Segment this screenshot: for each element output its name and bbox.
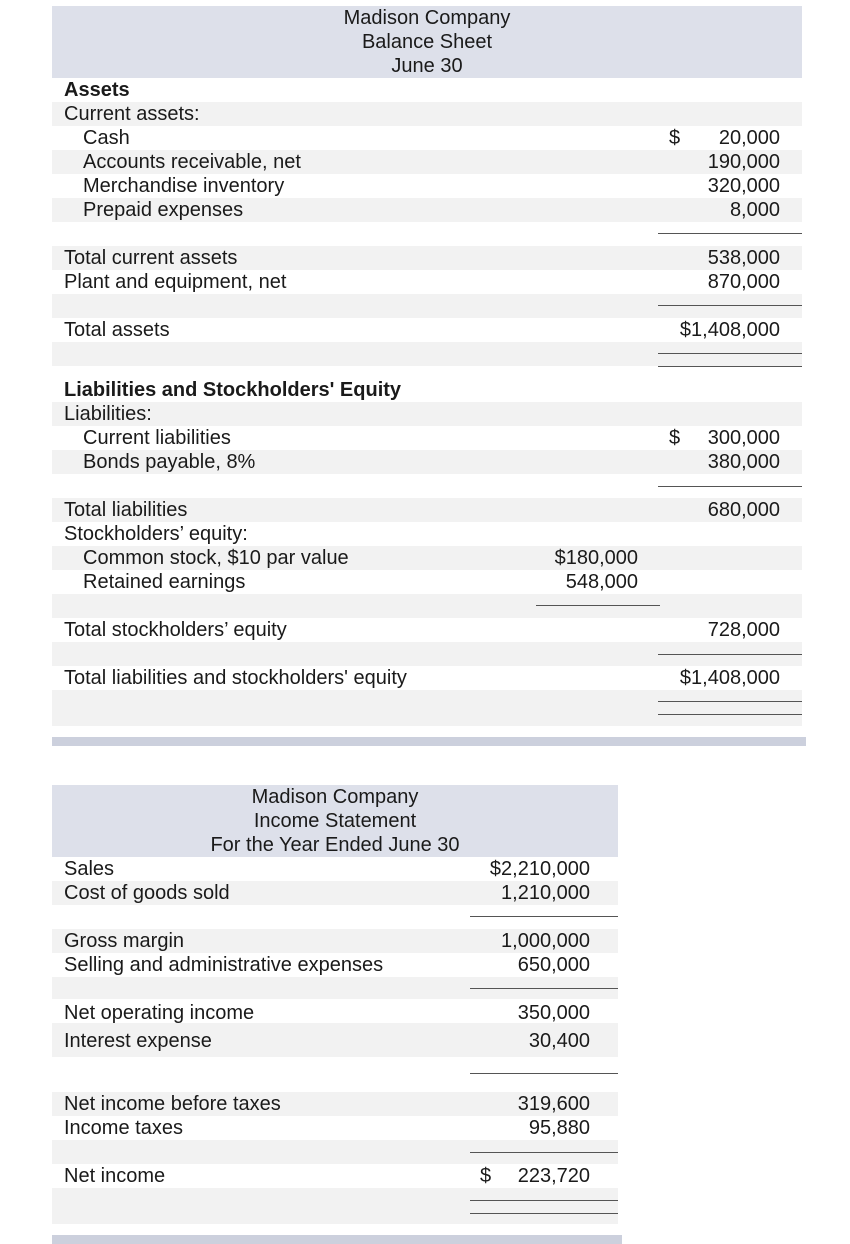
total-equity-amount: 728,000 [707,619,780,641]
total-liabilities-label: Total liabilities [64,499,188,521]
statement-title: Balance Sheet [361,31,493,53]
total-current-assets-label: Total current assets [64,247,238,269]
section-divider [52,737,806,746]
equity-item-label: Common stock, $10 par value [83,547,349,569]
current-assets-label: Current assets: [64,103,200,125]
liabilities-equity-heading: Liabilities and Stockholders' Equity [64,379,402,401]
asset-item-amount: 8,000 [729,199,780,221]
net-operating-income-amount: 350,000 [517,1002,590,1024]
liability-item-label: Current liabilities [83,427,231,449]
liability-item-amount: 380,000 [707,451,780,473]
subtotal-rule [658,305,802,306]
company-name: Madison Company [251,786,419,808]
asset-item-label: Merchandise inventory [83,175,285,197]
total-equity-label: Total stockholders’ equity [64,619,287,641]
statement-title: Income Statement [253,810,417,832]
asset-item-amount: 190,000 [707,151,780,173]
statement-period: For the Year Ended June 30 [210,834,460,856]
net-income-label: Net income [64,1165,166,1187]
plant-equipment-label: Plant and equipment, net [64,271,287,293]
statement-date: June 30 [391,55,463,77]
subtotal-rule [470,1073,618,1074]
double-rule-top [658,353,802,354]
subtotal-rule [658,233,802,234]
asset-item-amount: 20,000 [718,127,780,149]
dollar-sign: $ [480,1165,492,1187]
sales-label: Sales [64,858,115,880]
cogs-label: Cost of goods sold [64,882,230,904]
gross-margin-label: Gross margin [64,930,185,952]
double-rule-bottom [658,714,802,715]
interest-expense-label: Interest expense [64,1030,212,1052]
net-operating-income-label: Net operating income [64,1002,255,1024]
asset-item-label: Prepaid expenses [83,199,244,221]
double-rule-bottom [658,366,802,367]
assets-heading: Assets [64,79,130,101]
total-liabilities-amount: 680,000 [707,499,780,521]
total-liabilities-equity-label: Total liabilities and stockholders' equity [64,667,407,689]
equity-item-amount: $180,000 [554,547,638,569]
total-liabilities-equity-amount: $1,408,000 [679,667,780,689]
section-divider [52,1235,622,1244]
double-rule-bottom [470,1213,618,1214]
income-taxes-label: Income taxes [64,1117,183,1139]
ni-before-taxes-amount: 319,600 [517,1093,590,1115]
asset-item-label: Cash [83,127,130,149]
subtotal-rule [658,486,802,487]
gross-margin-amount: 1,000,000 [501,930,590,952]
income-taxes-amount: 95,880 [528,1117,590,1139]
equity-item-label: Retained earnings [83,571,246,593]
liability-item-label: Bonds payable, 8% [83,451,256,473]
total-assets-label: Total assets [64,319,170,341]
dollar-sign: $ [669,127,681,149]
stockholders-equity-label: Stockholders’ equity: [64,523,248,545]
subtotal-rule [658,654,802,655]
company-name: Madison Company [343,7,511,29]
plant-equipment-amount: 870,000 [707,271,780,293]
total-assets-amount: $1,408,000 [679,319,780,341]
double-rule-top [658,701,802,702]
equity-item-amount: 548,000 [565,571,638,593]
net-income-amount: 223,720 [517,1165,590,1187]
subtotal-rule [536,605,660,606]
dollar-sign: $ [669,427,681,449]
subtotal-rule [470,916,618,917]
interest-expense-amount: 30,400 [528,1030,590,1052]
total-current-assets-amount: 538,000 [707,247,780,269]
cogs-amount: 1,210,000 [501,882,590,904]
subtotal-rule [470,1152,618,1153]
ni-before-taxes-label: Net income before taxes [64,1093,281,1115]
subtotal-rule [470,988,618,989]
asset-item-amount: 320,000 [707,175,780,197]
liability-item-amount: 300,000 [707,427,780,449]
sales-amount: $2,210,000 [489,858,590,880]
double-rule-top [470,1200,618,1201]
liabilities-label: Liabilities: [64,403,152,425]
selling-admin-amount: 650,000 [517,954,590,976]
asset-item-label: Accounts receivable, net [83,151,301,173]
selling-admin-label: Selling and administrative expenses [64,954,384,976]
